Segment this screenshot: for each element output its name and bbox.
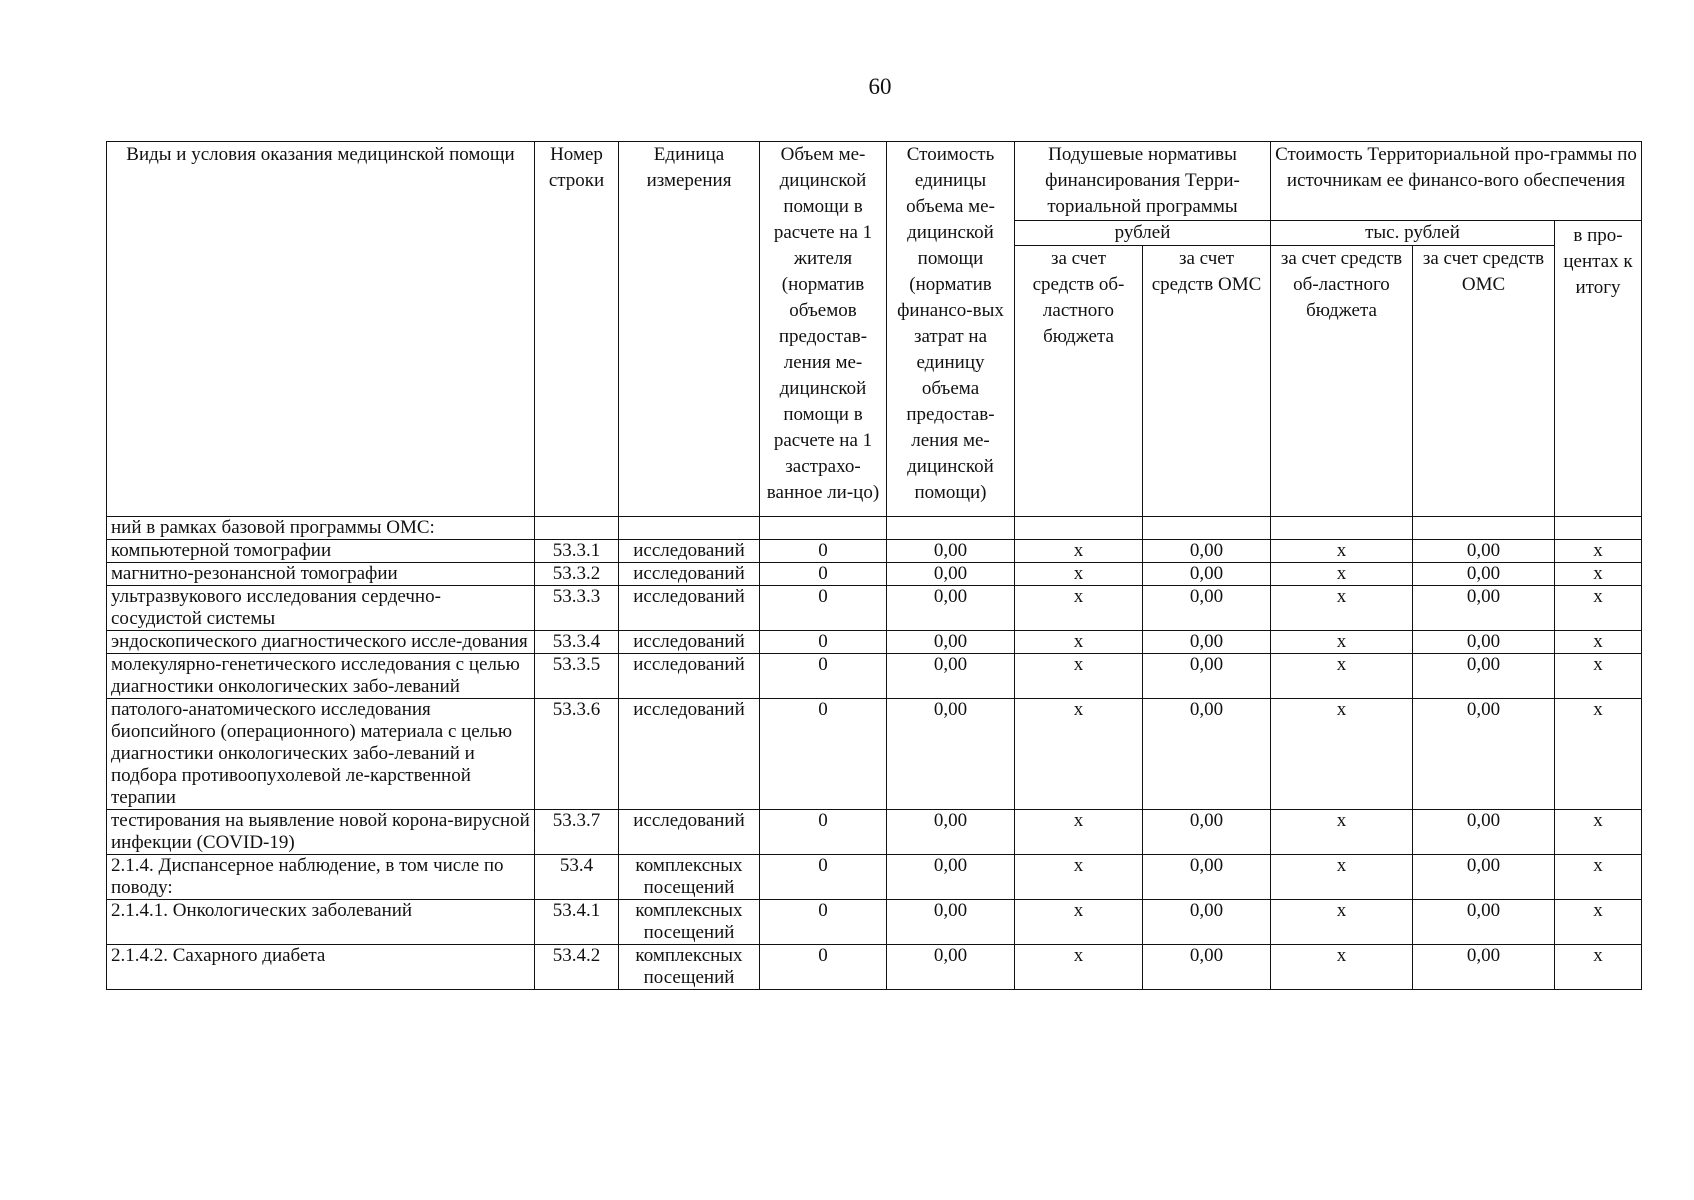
header-unit-rubles: рублей [1015, 221, 1271, 246]
table-body [107, 517, 1642, 990]
row-unit-cost: 0,00 [887, 699, 1015, 810]
row-unit: исследований [619, 810, 760, 855]
row-percent: х [1555, 654, 1642, 699]
row-percent: х [1555, 699, 1642, 810]
row-norm-regional [1015, 517, 1143, 540]
row-percent: х [1555, 540, 1642, 563]
row-cost-regional: х [1271, 563, 1413, 586]
row-cost-oms: 0,00 [1413, 900, 1555, 945]
table-row [107, 631, 1642, 654]
row-cost-regional: х [1271, 631, 1413, 654]
row-line-number: 53.3.7 [535, 810, 619, 855]
row-line-number: 53.3.1 [535, 540, 619, 563]
row-unit-cost: 0,00 [887, 563, 1015, 586]
row-unit-cost: 0,00 [887, 654, 1015, 699]
row-cost-regional: х [1271, 810, 1413, 855]
row-norm-regional: х [1015, 631, 1143, 654]
row-volume: 0 [760, 945, 887, 990]
table-row [107, 699, 1642, 810]
row-volume [760, 517, 887, 540]
table-row [107, 810, 1642, 855]
row-percent: х [1555, 900, 1642, 945]
row-unit: исследований [619, 586, 760, 631]
table-row [107, 654, 1642, 699]
row-label: молекулярно-генетического исследования с целью диагностики онкологических забо-леваний [107, 654, 535, 699]
header-cost-regional: за счет средств об-ластного бюджета [1271, 246, 1413, 517]
row-label: эндоскопического диагностического иссле-дования [107, 631, 535, 654]
row-cost-oms: 0,00 [1413, 945, 1555, 990]
header-percent: в про-центах к итогу [1555, 221, 1642, 517]
table-row [107, 563, 1642, 586]
row-unit: комплексных посещений [619, 900, 760, 945]
row-label: 2.1.4. Диспансерное наблюдение, в том числе по поводу: [107, 855, 535, 900]
row-unit-cost: 0,00 [887, 540, 1015, 563]
table-row [107, 540, 1642, 563]
row-label: патолого-анатомического исследования биопсийного (операционного) материала с целью диагностики онкологических забо-леваний и подбора противоопухолевой ле-карственной терапии [107, 699, 535, 810]
row-unit-cost: 0,00 [887, 810, 1015, 855]
row-cost-regional: х [1271, 586, 1413, 631]
row-unit: исследований [619, 563, 760, 586]
row-norm-oms: 0,00 [1143, 563, 1271, 586]
row-cost-oms: 0,00 [1413, 563, 1555, 586]
row-unit-cost: 0,00 [887, 900, 1015, 945]
header-norm-regional: за счет средств об-ластного бюджета [1015, 246, 1143, 517]
row-percent: х [1555, 586, 1642, 631]
row-cost-oms: 0,00 [1413, 631, 1555, 654]
row-line-number: 53.3.4 [535, 631, 619, 654]
header-unit-thousand-rubles: тыс. рублей [1271, 221, 1555, 246]
row-cost-regional: х [1271, 699, 1413, 810]
row-norm-oms: 0,00 [1143, 810, 1271, 855]
row-norm-oms: 0,00 [1143, 699, 1271, 810]
row-percent: х [1555, 810, 1642, 855]
row-norm-regional: х [1015, 540, 1143, 563]
row-label: ний в рамках базовой программы ОМС: [107, 517, 535, 540]
row-unit [619, 517, 760, 540]
header-program-cost: Стоимость Территориальной про-граммы по источникам ее финансо-вого обеспечения [1271, 142, 1642, 221]
row-label: компьютерной томографии [107, 540, 535, 563]
row-volume: 0 [760, 699, 887, 810]
row-cost-oms: 0,00 [1413, 810, 1555, 855]
row-percent [1555, 517, 1642, 540]
header-norm-oms: за счет средств ОМС [1143, 246, 1271, 517]
table-row [107, 900, 1642, 945]
row-label: ультразвукового исследования сердечно-сосудистой системы [107, 586, 535, 631]
table-row [107, 945, 1642, 990]
row-volume: 0 [760, 540, 887, 563]
row-label: тестирования на выявление новой корона-вирусной инфекции (COVID-19) [107, 810, 535, 855]
row-cost-oms: 0,00 [1413, 654, 1555, 699]
row-label: магнитно-резонансной томографии [107, 563, 535, 586]
row-norm-oms: 0,00 [1143, 586, 1271, 631]
table-row [107, 517, 1642, 540]
row-norm-oms: 0,00 [1143, 945, 1271, 990]
row-volume: 0 [760, 654, 887, 699]
row-cost-oms: 0,00 [1413, 699, 1555, 810]
header-unit: Единица измерения [619, 142, 760, 517]
header-per-capita-norms: Подушевые нормативы финансирования Терри-ториальной программы [1015, 142, 1271, 221]
row-cost-oms: 0,00 [1413, 540, 1555, 563]
row-percent: х [1555, 563, 1642, 586]
row-unit: комплексных посещений [619, 945, 760, 990]
row-norm-regional: х [1015, 563, 1143, 586]
row-volume: 0 [760, 900, 887, 945]
row-percent: х [1555, 631, 1642, 654]
row-unit-cost [887, 517, 1015, 540]
row-norm-oms: 0,00 [1143, 900, 1271, 945]
row-percent: х [1555, 855, 1642, 900]
row-line-number: 53.4.1 [535, 900, 619, 945]
row-cost-oms: 0,00 [1413, 586, 1555, 631]
row-norm-regional: х [1015, 900, 1143, 945]
row-line-number: 53.3.2 [535, 563, 619, 586]
table-row [107, 586, 1642, 631]
row-line-number: 53.4.2 [535, 945, 619, 990]
row-unit: исследований [619, 654, 760, 699]
row-unit: исследований [619, 631, 760, 654]
row-unit-cost: 0,00 [887, 631, 1015, 654]
row-cost-regional: х [1271, 900, 1413, 945]
row-norm-oms: 0,00 [1143, 631, 1271, 654]
row-cost-oms: 0,00 [1413, 855, 1555, 900]
row-cost-regional: х [1271, 855, 1413, 900]
table-header [107, 142, 1642, 517]
row-unit-cost: 0,00 [887, 945, 1015, 990]
row-norm-regional: х [1015, 945, 1143, 990]
row-norm-regional: х [1015, 586, 1143, 631]
row-norm-regional: х [1015, 699, 1143, 810]
row-unit: исследований [619, 540, 760, 563]
row-unit-cost: 0,00 [887, 586, 1015, 631]
row-volume: 0 [760, 631, 887, 654]
header-type: Виды и условия оказания медицинской помощи [107, 142, 535, 517]
row-norm-regional: х [1015, 654, 1143, 699]
row-cost-regional: х [1271, 945, 1413, 990]
row-volume: 0 [760, 586, 887, 631]
row-percent: х [1555, 945, 1642, 990]
header-volume: Объем ме-дицинской помощи в расчете на 1 жителя (норматив объемов предостав-ления ме-дицинской помощи в расчете на 1 застрахо-ванное ли-цо) [760, 142, 887, 517]
header-line-number: Номер строки [535, 142, 619, 517]
row-line-number [535, 517, 619, 540]
row-norm-oms [1143, 517, 1271, 540]
row-norm-oms: 0,00 [1143, 654, 1271, 699]
row-norm-oms: 0,00 [1143, 540, 1271, 563]
row-cost-oms [1413, 517, 1555, 540]
row-volume: 0 [760, 810, 887, 855]
row-line-number: 53.3.3 [535, 586, 619, 631]
row-cost-regional: х [1271, 540, 1413, 563]
row-norm-regional: х [1015, 810, 1143, 855]
row-volume: 0 [760, 855, 887, 900]
row-volume: 0 [760, 563, 887, 586]
row-label: 2.1.4.2. Сахарного диабета [107, 945, 535, 990]
financing-table [106, 141, 1642, 990]
row-cost-regional [1271, 517, 1413, 540]
row-label: 2.1.4.1. Онкологических заболеваний [107, 900, 535, 945]
row-line-number: 53.4 [535, 855, 619, 900]
row-cost-regional: х [1271, 654, 1413, 699]
row-unit: исследований [619, 699, 760, 810]
row-line-number: 53.3.5 [535, 654, 619, 699]
header-cost: Стоимость единицы объема ме-дицинской помощи (норматив финансо-вых затрат на единицу объема предостав-ления ме-дицинской помощи) [887, 142, 1015, 517]
row-unit-cost: 0,00 [887, 855, 1015, 900]
page-number: 60 [868, 74, 892, 99]
table-row [107, 855, 1642, 900]
row-unit: комплексных посещений [619, 855, 760, 900]
row-norm-oms: 0,00 [1143, 855, 1271, 900]
row-line-number: 53.3.6 [535, 699, 619, 810]
row-norm-regional: х [1015, 855, 1143, 900]
header-cost-oms: за счет средств ОМС [1413, 246, 1555, 517]
